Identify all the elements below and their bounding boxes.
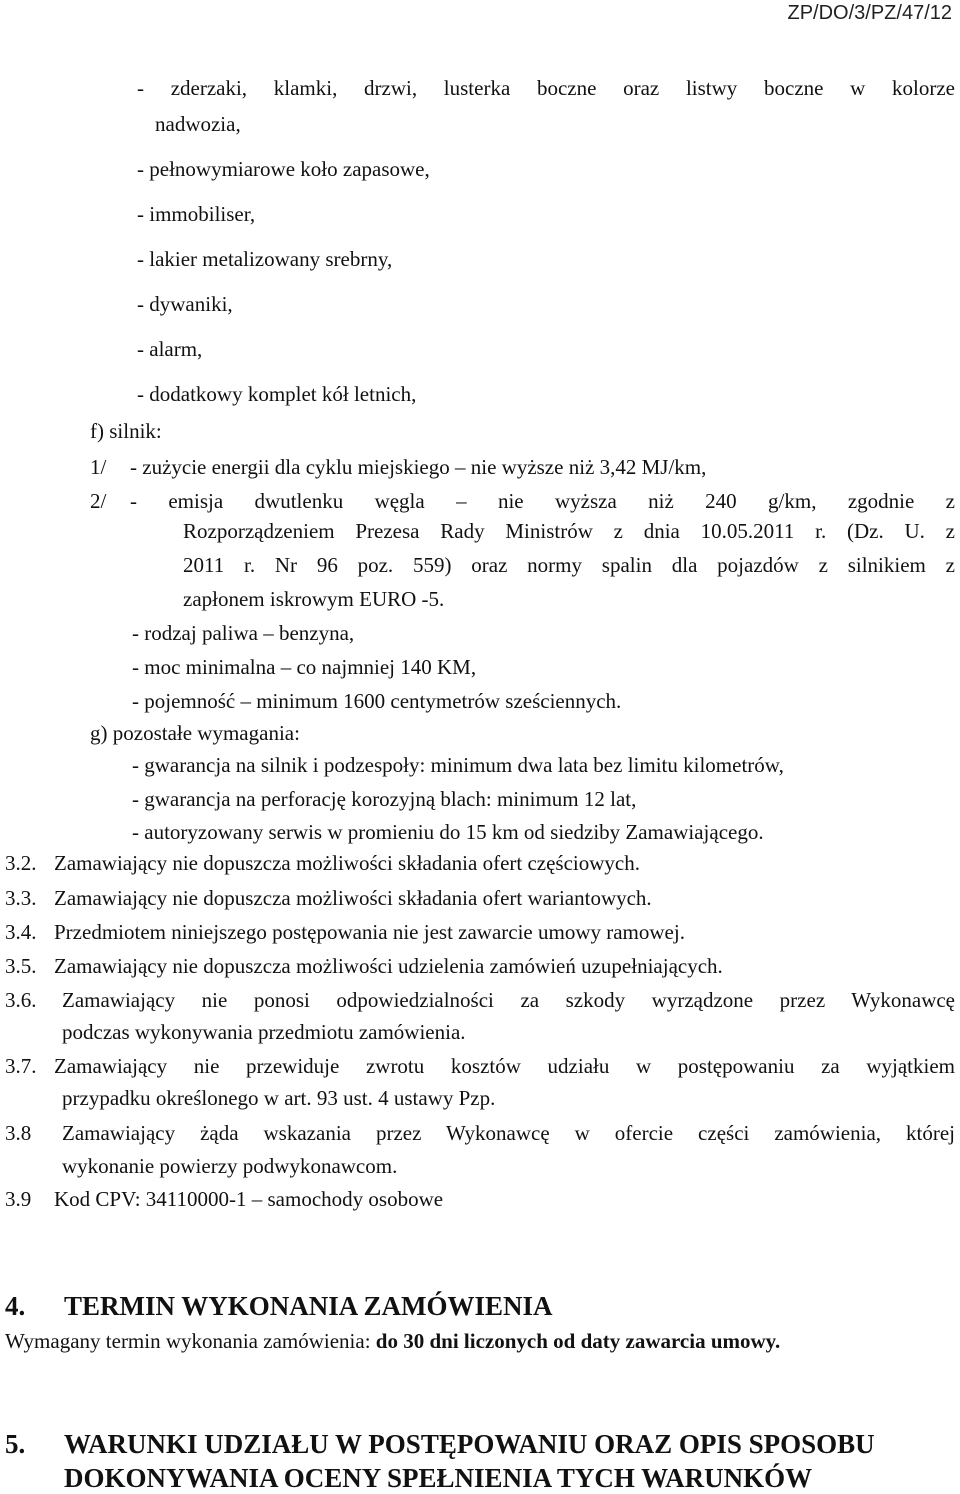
engine-fuel-type: - rodzaj paliwa – benzyna, [132,621,355,645]
clause-text: przypadku określonego w art. 93 ust. 4 ustawy Pzp. [62,1086,496,1110]
clause-text: Zamawiający nie dopuszcza możliwości udzielenia zamówień uzupełniających. [54,954,723,978]
section-4-title: TERMIN WYKONANIA ZAMÓWIENIA [64,1291,553,1321]
clause-text: Przedmiotem niniejszego postępowania nie jest zawarcie umowy ramowej. [54,920,685,944]
equipment-item-spare-wheel: - pełnowymiarowe koło zapasowe, [137,157,430,181]
clause-text: Zamawiający żąda wskazania przez Wykonawcę w ofercie części zamówienia, której [62,1121,955,1145]
engine-item-co2-line4: zapłonem iskrowym EURO -5. [183,587,445,611]
clause-number: 3.6. [5,988,37,1012]
engine-item-co2-line1: - emisja dwutlenku węgla – nie wyższa niż 240 g/km, zgodnie z [130,489,955,513]
deadline-label: Wymagany termin wykonania zamówienia: [5,1329,376,1353]
clause-text: podczas wykonywania przedmiotu zamówienia. [62,1020,466,1044]
clause-number: 3.2. [5,851,37,875]
clause-text: Zamawiający nie dopuszcza możliwości składania ofert wariantowych. [54,886,652,910]
clause-text: Zamawiający nie przewiduje zwrotu kosztów udziału w postępowaniu za wyjątkiem [54,1054,955,1078]
clause-text: Kod CPV: 34110000-1 – samochody osobowe [54,1187,444,1211]
requirement-corrosion-warranty: - gwarancja na perforację korozyjną blach: minimum 12 lat, [132,787,637,811]
engine-item-energy: - zużycie energii dla cyklu miejskiego – nie wyższe niż 3,42 MJ/km, [130,455,707,479]
clause-text: wykonanie powierzy podwykonawcom. [62,1154,398,1178]
equipment-item-bumpers-cont: nadwozia, [155,112,241,136]
clause-number: 3.4. [5,920,37,944]
equipment-item-mats: - dywaniki, [137,292,233,316]
engine-min-power: - moc minimalna – co najmniej 140 KM, [132,655,477,679]
clause-number: 3.3. [5,886,37,910]
engine-item-co2-line3: 2011 r. Nr 96 poz. 559) oraz normy spalin dla pojazdów z silnikiem z [183,553,955,577]
requirement-engine-warranty: - gwarancja na silnik i podzespoły: minimum dwa lata bez limitu kilometrów, [132,753,784,777]
clause-number: 3.8 [5,1121,32,1145]
equipment-item-paint: - lakier metalizowany srebrny, [137,247,393,271]
engine-item-co2-line2: Rozporządzeniem Prezesa Rady Ministrów z dnia 10.05.2011 r. (Dz. U. z [183,519,955,543]
section-4-number: 4. [5,1291,26,1321]
equipment-item-bumpers: - zderzaki, klamki, drzwi, lusterka boczne oraz listwy boczne w kolorze [137,76,955,100]
clause-number: 3.9 [5,1187,32,1211]
requirement-service: - autoryzowany serwis w promieniu do 15 km od siedziby Zamawiającego. [132,820,764,844]
section-5-title-line2: DOKONYWANIA OCENY SPEŁNIENIA TYCH WARUNKÓW [64,1463,813,1493]
clause-text: Zamawiający nie ponosi odpowiedzialności za szkody wyrządzone przez Wykonawcę [62,988,955,1012]
document-reference: ZP/DO/3/PZ/47/12 [787,2,952,24]
engine-label: f) silnik: [90,419,162,443]
equipment-item-summer-wheels: - dodatkowy komplet kół letnich, [137,382,417,406]
other-requirements-label: g) pozostałe wymagania: [90,721,300,745]
equipment-item-alarm: - alarm, [137,337,203,361]
section-4-deadline [5,1328,780,1354]
engine-displacement: - pojemność – minimum 1600 centymetrów sześciennych. [132,689,622,713]
clause-text: Zamawiający nie dopuszcza możliwości składania ofert częściowych. [54,851,641,875]
engine-item-1-num: 1/ [90,455,107,479]
deadline-value: do 30 dni liczonych od daty zawarcia umowy. [375,1329,781,1353]
engine-item-2-num: 2/ [90,489,107,513]
clause-number: 3.7. [5,1054,37,1078]
section-5-title-line1: WARUNKI UDZIAŁU W POSTĘPOWANIU ORAZ OPIS SPOSOBU [64,1429,875,1459]
equipment-item-immobiliser: - immobiliser, [137,202,256,226]
section-5-number: 5. [5,1429,26,1459]
clause-number: 3.5. [5,954,37,978]
